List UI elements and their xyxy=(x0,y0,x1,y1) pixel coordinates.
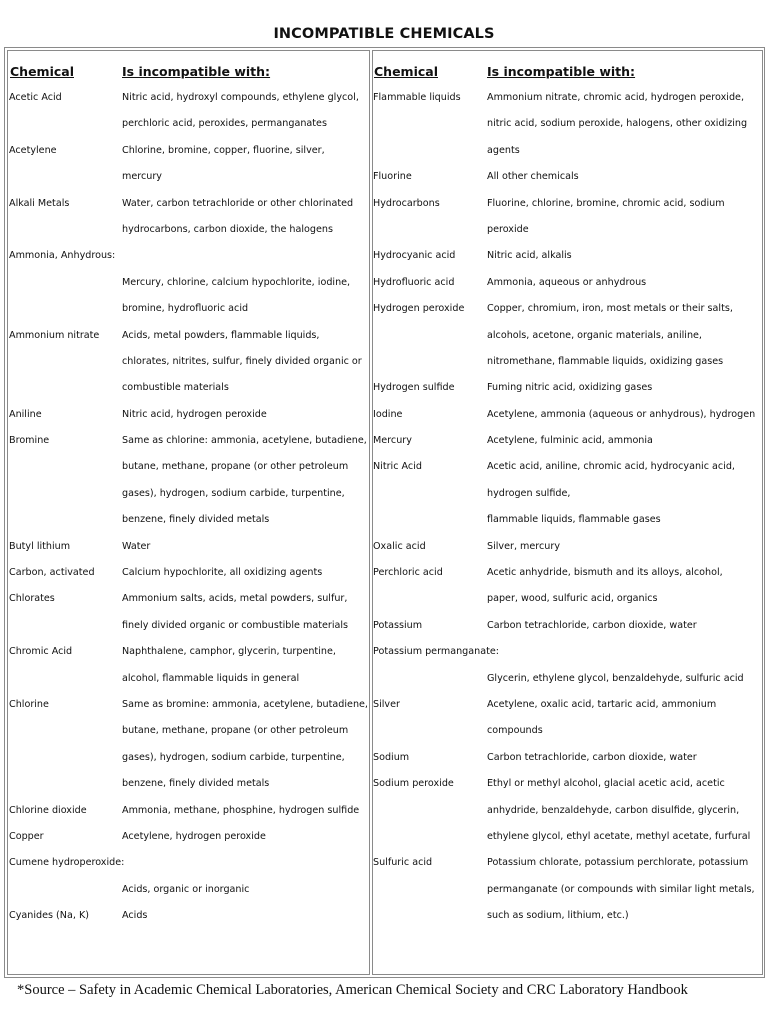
incompatible-list: Carbon tetrachloride, carbon dioxide, water xyxy=(487,751,697,763)
incompatible-list: Acids, organic or inorganic xyxy=(122,883,250,895)
chemical-name: Bromine xyxy=(9,435,50,447)
chemical-name: Sulfuric acid xyxy=(373,857,433,869)
chemical-name: Butyl lithium xyxy=(9,540,71,552)
chemical-name: Carbon, activated xyxy=(9,567,95,579)
chemical-name: Copper xyxy=(9,830,44,842)
chemical-name: Silver xyxy=(373,698,400,710)
incompatible-list: compounds xyxy=(487,725,543,737)
incompatible-list: Nitric acid, hydrogen peroxide xyxy=(122,408,267,420)
incompatible-list: Acids xyxy=(122,910,148,922)
incompatible-list: Water, carbon tetrachloride or other chlorinated xyxy=(122,197,354,209)
incompatible-list: Acetylene, fulminic acid, ammonia xyxy=(487,435,653,447)
chemical-name: Flammable liquids xyxy=(373,92,461,103)
incompatible-list: butane, methane, propane (or other petroleum xyxy=(122,725,349,737)
chemical-name: Hydrogen sulfide xyxy=(373,382,455,394)
chemical-name: Cumene hydroperoxide: xyxy=(9,857,125,869)
chemical-name: Alkali Metals xyxy=(9,197,70,209)
right-chemical-header: Chemical xyxy=(374,64,438,79)
incompatible-list: Glycerin, ethylene glycol, benzaldehyde, sulfuric acid xyxy=(487,672,744,684)
chemical-name: Ammonia, Anhydrous: xyxy=(9,250,116,262)
incompatible-list: chlorates, nitrites, sulfur, finely divided organic or xyxy=(122,355,362,367)
incompatible-list: Ammonium salts, acids, metal powders, sulfur, xyxy=(122,593,348,605)
chemical-name: Cyanides (Na, K) xyxy=(9,910,89,922)
chemical-name: Acetic Acid xyxy=(9,92,62,103)
incompatible-list: combustible materials xyxy=(122,382,229,394)
chemical-name: Perchloric acid xyxy=(373,567,443,579)
incompatible-list: Water xyxy=(122,540,151,552)
incompatible-list: benzene, finely divided metals xyxy=(122,514,270,526)
incompatible-list: gases), hydrogen, sodium carbide, turpentine, xyxy=(122,751,345,763)
chemical-name: Aniline xyxy=(9,408,42,420)
incompatible-list: Acetylene, ammonia (aqueous or anhydrous), hydrogen xyxy=(487,408,756,420)
right-incompatible-header: Is incompatible with: xyxy=(487,64,636,79)
incompatible-list: flammable liquids, flammable gases xyxy=(487,514,661,526)
incompatible-list: permanganate (or compounds with similar light metals, xyxy=(487,883,755,895)
chemical-name: Potassium permanganate: xyxy=(373,646,499,658)
incompatible-list: Acetic anhydride, bismuth and its alloys, alcohol, xyxy=(487,567,723,579)
chemical-name: Chlorates xyxy=(9,593,55,605)
incompatible-list: benzene, finely divided metals xyxy=(122,778,270,790)
chemical-name: Hydrogen peroxide xyxy=(373,303,465,315)
left-incompatible-header: Is incompatible with: xyxy=(122,64,271,79)
incompatible-list: Calcium hypochlorite, all oxidizing agents xyxy=(122,567,323,579)
chemical-name: Hydrocarbons xyxy=(373,197,440,209)
incompatible-list: nitric acid, sodium peroxide, halogens, other oxidizing xyxy=(487,118,748,130)
incompatible-list: perchloric acid, peroxides, permanganates xyxy=(122,118,327,130)
chemical-name: Potassium xyxy=(373,619,423,631)
incompatible-list: Ammonium nitrate, chromic acid, hydrogen peroxide, xyxy=(487,92,744,103)
incompatible-list: Fluorine, chlorine, bromine, chromic acid, sodium xyxy=(487,197,725,209)
incompatible-list: agents xyxy=(487,144,520,156)
incompatible-list: finely divided organic or combustible materials xyxy=(122,619,349,631)
chemical-name: Nitric Acid xyxy=(373,461,422,473)
chemical-name: Ammonium nitrate xyxy=(9,329,100,341)
incompatible-list: Acids, metal powders, flammable liquids, xyxy=(122,329,320,341)
incompatible-list: Nitric acid, hydroxyl compounds, ethylene glycol, xyxy=(122,92,359,103)
incompatible-list: Same as chlorine: ammonia, acetylene, butadiene, xyxy=(122,435,367,447)
incompatible-list: Mercury, chlorine, calcium hypochlorite, iodine, xyxy=(122,276,351,288)
incompatible-list: Copper, chromium, iron, most metals or their salts, xyxy=(487,303,733,315)
incompatible-list: peroxide xyxy=(487,223,529,235)
incompatible-list: Naphthalene, camphor, glycerin, turpentine, xyxy=(122,646,336,658)
chemical-name: Chlorine xyxy=(9,698,49,710)
incompatible-list: paper, wood, sulfuric acid, organics xyxy=(487,593,658,605)
incompatible-list: Ammonia, methane, phosphine, hydrogen sulfide xyxy=(122,804,360,816)
chemical-name: Acetylene xyxy=(9,144,57,156)
incompatible-list: Same as bromine: ammonia, acetylene, butadiene, xyxy=(122,698,368,710)
left-chemical-header: Chemical xyxy=(10,64,74,79)
incompatible-list: hydrocarbons, carbon dioxide, the halogens xyxy=(122,223,333,235)
chemical-name: Sodium xyxy=(373,751,410,763)
incompatible-list: All other chemicals xyxy=(487,171,579,183)
incompatible-list: Ethyl or methyl alcohol, glacial acetic acid, acetic xyxy=(487,778,725,790)
incompatible-list: Carbon tetrachloride, carbon dioxide, water xyxy=(487,619,697,631)
incompatible-list: nitromethane, flammable liquids, oxidizing gases xyxy=(487,355,724,367)
incompatible-list: Ammonia, aqueous or anhydrous xyxy=(487,276,647,288)
incompatible-list: mercury xyxy=(122,171,162,183)
chemical-name: Fluorine xyxy=(373,171,412,183)
chemical-name: Hydrocyanic acid xyxy=(373,250,456,262)
incompatible-list: hydrogen sulfide, xyxy=(487,487,571,499)
incompatible-list: alcohols, acetone, organic materials, aniline, xyxy=(487,329,702,341)
incompatible-list: such as sodium, lithium, etc.) xyxy=(487,910,629,922)
incompatible-list: Fuming nitric acid, oxidizing gases xyxy=(487,382,653,394)
incompatible-list: ethylene glycol, ethyl acetate, methyl acetate, furfural xyxy=(487,830,751,842)
chemical-name: Mercury xyxy=(373,435,412,447)
incompatible-list: Potassium chlorate, potassium perchlorate, potassium xyxy=(487,857,749,869)
chemical-name: Iodine xyxy=(373,408,403,420)
incompatible-list: anhydride, benzaldehyde, carbon disulfide, glycerin, xyxy=(487,804,740,816)
incompatible-list: Nitric acid, alkalis xyxy=(487,250,572,262)
chemical-name: Hydrofluoric acid xyxy=(373,276,455,288)
incompatible-list: Silver, mercury xyxy=(487,540,561,552)
incompatible-list: Acetic acid, aniline, chromic acid, hydrocyanic acid, xyxy=(487,461,735,473)
incompatible-list: Acetylene, hydrogen peroxide xyxy=(122,830,266,842)
incompatible-list: Chlorine, bromine, copper, fluorine, silver, xyxy=(122,144,325,156)
chemical-name: Chromic Acid xyxy=(9,646,73,658)
incompatible-list: gases), hydrogen, sodium carbide, turpentine, xyxy=(122,487,345,499)
incompatible-list: bromine, hydrofluoric acid xyxy=(122,303,249,315)
chemical-name: Oxalic acid xyxy=(373,540,426,552)
chemical-name: Sodium peroxide xyxy=(373,778,454,790)
source-footnote: *Source – Safety in Academic Chemical Laboratories, American Chemical Society and CRC Laboratory Handbook xyxy=(17,982,688,998)
incompatible-list: Acetylene, oxalic acid, tartaric acid, ammonium xyxy=(487,698,717,710)
incompatible-list: butane, methane, propane (or other petroleum xyxy=(122,461,349,473)
chemical-name: Chlorine dioxide xyxy=(9,804,87,816)
incompatible-list: alcohol, flammable liquids in general xyxy=(122,672,300,684)
page-title: INCOMPATIBLE CHEMICALS xyxy=(273,26,495,42)
